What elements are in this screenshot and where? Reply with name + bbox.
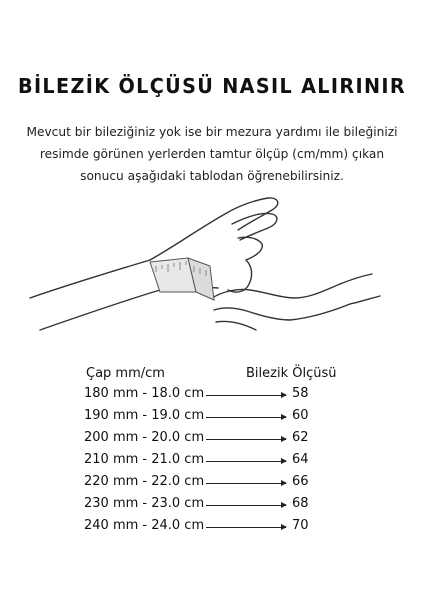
arrow-right-icon	[206, 461, 286, 462]
row-measure: 200 mm - 20.0 cm	[84, 430, 205, 445]
row-measure: 180 mm - 18.0 cm	[84, 386, 205, 401]
intro-text	[0, 121, 424, 187]
intro-line-1: Mevcut bir bileziğiniz yok ise bir mezura yardımı ile bileğinizi	[26, 125, 398, 139]
arrow-right-icon	[206, 505, 286, 506]
row-size: 58	[292, 386, 309, 401]
hand-measuring-wrist-icon	[0, 180, 424, 340]
arrow-right-icon	[206, 439, 286, 440]
header-diameter: Çap mm/cm	[86, 366, 165, 381]
arrow-right-icon	[206, 417, 286, 418]
arrow-right-icon	[206, 527, 286, 528]
arrow-right-icon	[206, 395, 286, 396]
row-measure: 240 mm - 24.0 cm	[84, 518, 205, 533]
row-size: 68	[292, 496, 309, 511]
intro-line-3: sonucu aşağıdaki tablodan öğrenebilirsiniz.	[80, 169, 344, 183]
row-measure: 230 mm - 23.0 cm	[84, 496, 205, 511]
arrow-right-icon	[206, 483, 286, 484]
table-row	[0, 386, 424, 406]
table-row	[0, 518, 424, 538]
header-bracelet-size: Bilezik Ölçüsü	[246, 366, 337, 381]
intro-line-2: resimde görünen yerlerden tamtur ölçüp (cm/mm) çıkan	[39, 147, 385, 161]
table-row	[0, 474, 424, 494]
table-row	[0, 496, 424, 516]
row-measure: 220 mm - 22.0 cm	[84, 474, 205, 489]
table-row	[0, 408, 424, 428]
table-row	[0, 452, 424, 472]
page-title: BİLEZİK ÖLÇÜSÜ NASIL ALIRINIR	[17, 74, 407, 98]
row-size: 66	[292, 474, 309, 489]
row-measure: 210 mm - 21.0 cm	[84, 452, 205, 467]
row-size: 64	[292, 452, 309, 467]
row-size: 70	[292, 518, 309, 533]
row-size: 60	[292, 408, 309, 423]
row-measure: 190 mm - 19.0 cm	[84, 408, 205, 423]
row-size: 62	[292, 430, 309, 445]
table-row	[0, 430, 424, 450]
